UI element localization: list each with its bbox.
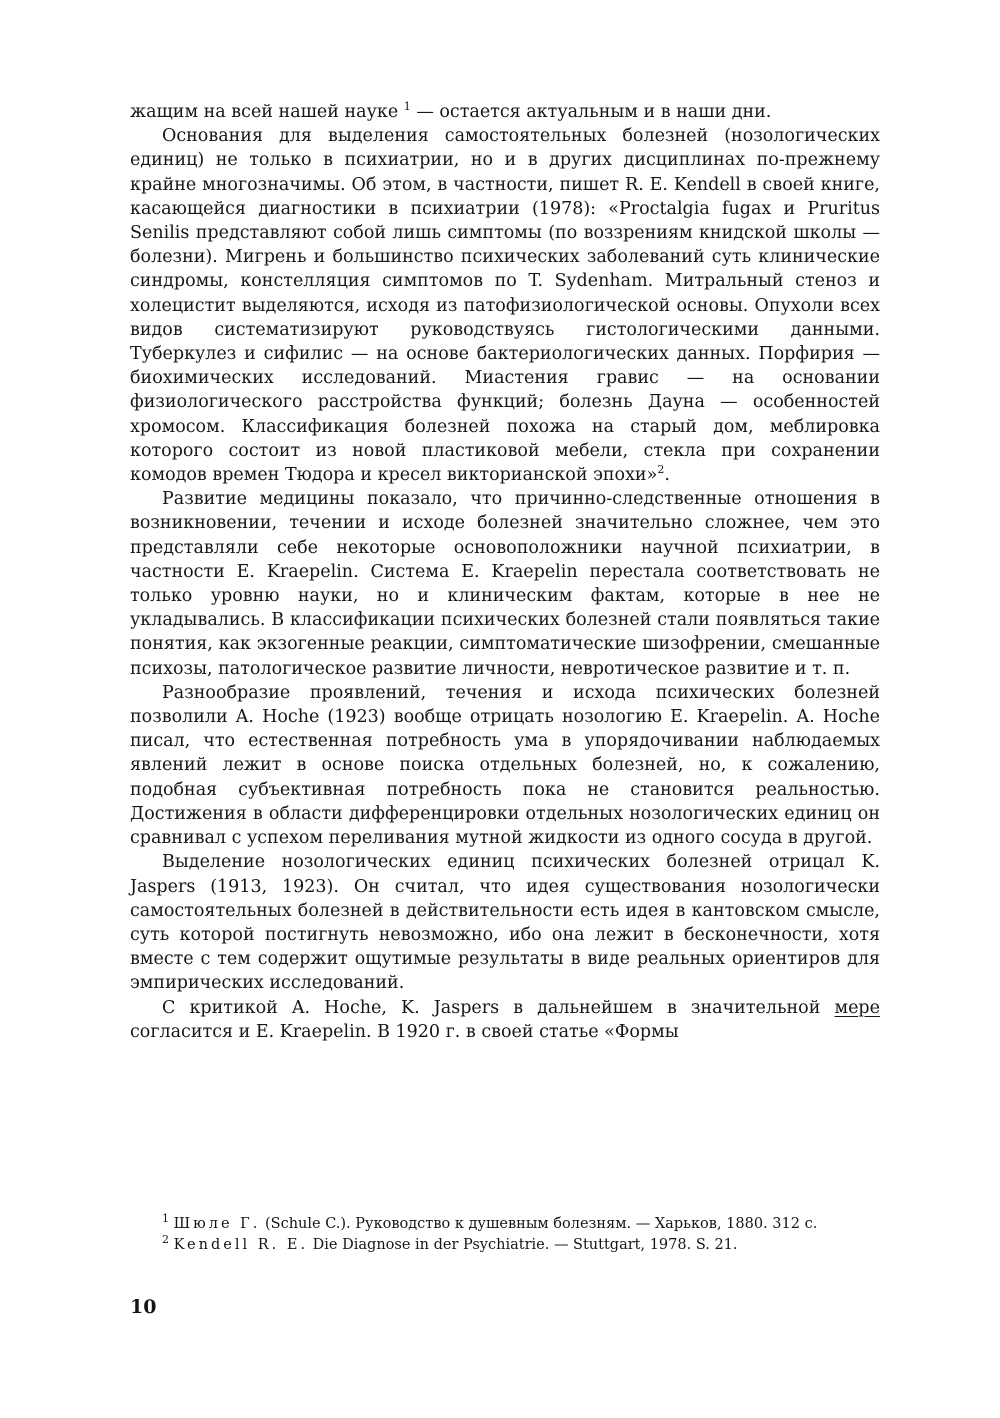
footnote-ref-1[interactable]: 1 [403,100,411,114]
footnote-ref-2[interactable]: 2 [657,463,665,477]
paragraph-jaspers: Выделение нозологических единиц психических болезней отрицал K. Jaspers (1913, 1923). Он считал, что идея существования нозологически самостоятельных болезней в действительности есть идея в кантовском смысле, суть которой постигнуть невозможно, ибо она лежит в бесконечности, хотя вместе с тем содержит ощутимые результаты в виде реальных ориентиров для эмпирических исследований. [130,852,880,994]
paragraph-kraepelin-agreement [130,996,880,1044]
paragraph-text: жащим на всей нашей науке [130,102,404,122]
footnote-2 [130,1235,880,1256]
paragraph-hoche: Разнообразие проявлений, течения и исхода психических болезней позволили A. Hoche (1923) вообще отрицать нозологию E. Kraepelin. A. Hoche писал, что естественная потребность ума в упорядочивании наблюдаемых явлений лежит в основе поиска отдельных болезней, но, к сожалению, подобная субъективная потребность пока не становится реальностью. Достижения в области дифференцировки отдельных нозологических единиц он сравнивал с успехом переливания мутной жидкости из одного сосуда в другой. [130,682,880,849]
footnotes [130,1214,880,1256]
paragraph-text: . [664,465,670,486]
footnote-author: Kendell R. E. [173,1237,309,1253]
paragraph-text: согласится и E. Kraepelin. В 1920 г. в своей статье «Формы [130,1021,679,1042]
footnote-author: Шюле Г. [173,1216,261,1232]
footnote-text: (Schule C.). Руководство к душевным болезням. — Харьков, 1880. 312 с. [260,1216,818,1232]
paragraph-text: С критикой A. Hoche, K. Jaspers в дальнейшем в значительной [162,997,835,1018]
underlined-word: мере [834,997,880,1018]
footnote-1 [130,1214,880,1235]
page-number: 10 [130,1296,157,1318]
paragraph-kendell [130,124,880,487]
footnote-mark: 1 [162,1212,169,1226]
paragraph-continuation [130,100,880,124]
page-body [130,100,880,1044]
footnote-mark: 2 [162,1233,169,1247]
footnote-text: Die Diagnose in der Psychiatrie. — Stuttgart, 1978. S. 21. [308,1237,738,1253]
paragraph-text: Основания для выделения самостоятельных болезней (нозологических единиц) не только в психиатрии, но и в других дисциплинах по-прежнему крайне многозначимы. Об этом, в частности, пишет R. E. Kendell в своей книге, касающейся диагностики в психиатрии (1978): «Proctalgia fugax и Pruritus Senilis представляют собой лишь симптомы (по воззрениям книдской школы — болезни). Мигрень и большинство психических заболеваний суть клинические синдромы, констелляция симптомов по T. Sydenham. Митральный стеноз и холецистит выделяются, исходя из патофизиологической основы. Опухоли всех видов систематизируют руководствуясь гистологическими данными. Туберкулез и сифилис — на основе бактериологических данных. Порфирия — биохимических исследований. Миастения гравис — на основании физиологического расстройства функций; болезнь Дауна — особенностей хромосом. Классификация болезней похожа на старый дом, меблировка которого состоит из новой пластиковой мебели, стекла при сохранении комодов времен Тюдора и кресел викторианской эпохи» [130,126,880,486]
paragraph-medicine-development: Развитие медицины показало, что причинно-следственные отношения в возникновении, течении и исходе болезней значительно сложнее, чем это представляли себе некоторые основоположники научной психиатрии, в частности E. Kraepelin. Система E. Kraepelin перестала соответствовать не только уровню науки, но и клиническим фактам, которые в нее не укладывались. В классификации психических болезней стали появляться такие понятия, как экзогенные реакции, симптоматические шизофрении, смешанные психозы, патологическое развитие личности, невротическое развитие и т. п. [130,489,880,679]
paragraph-text: — остается актуальным и в наши дни. [410,102,772,122]
